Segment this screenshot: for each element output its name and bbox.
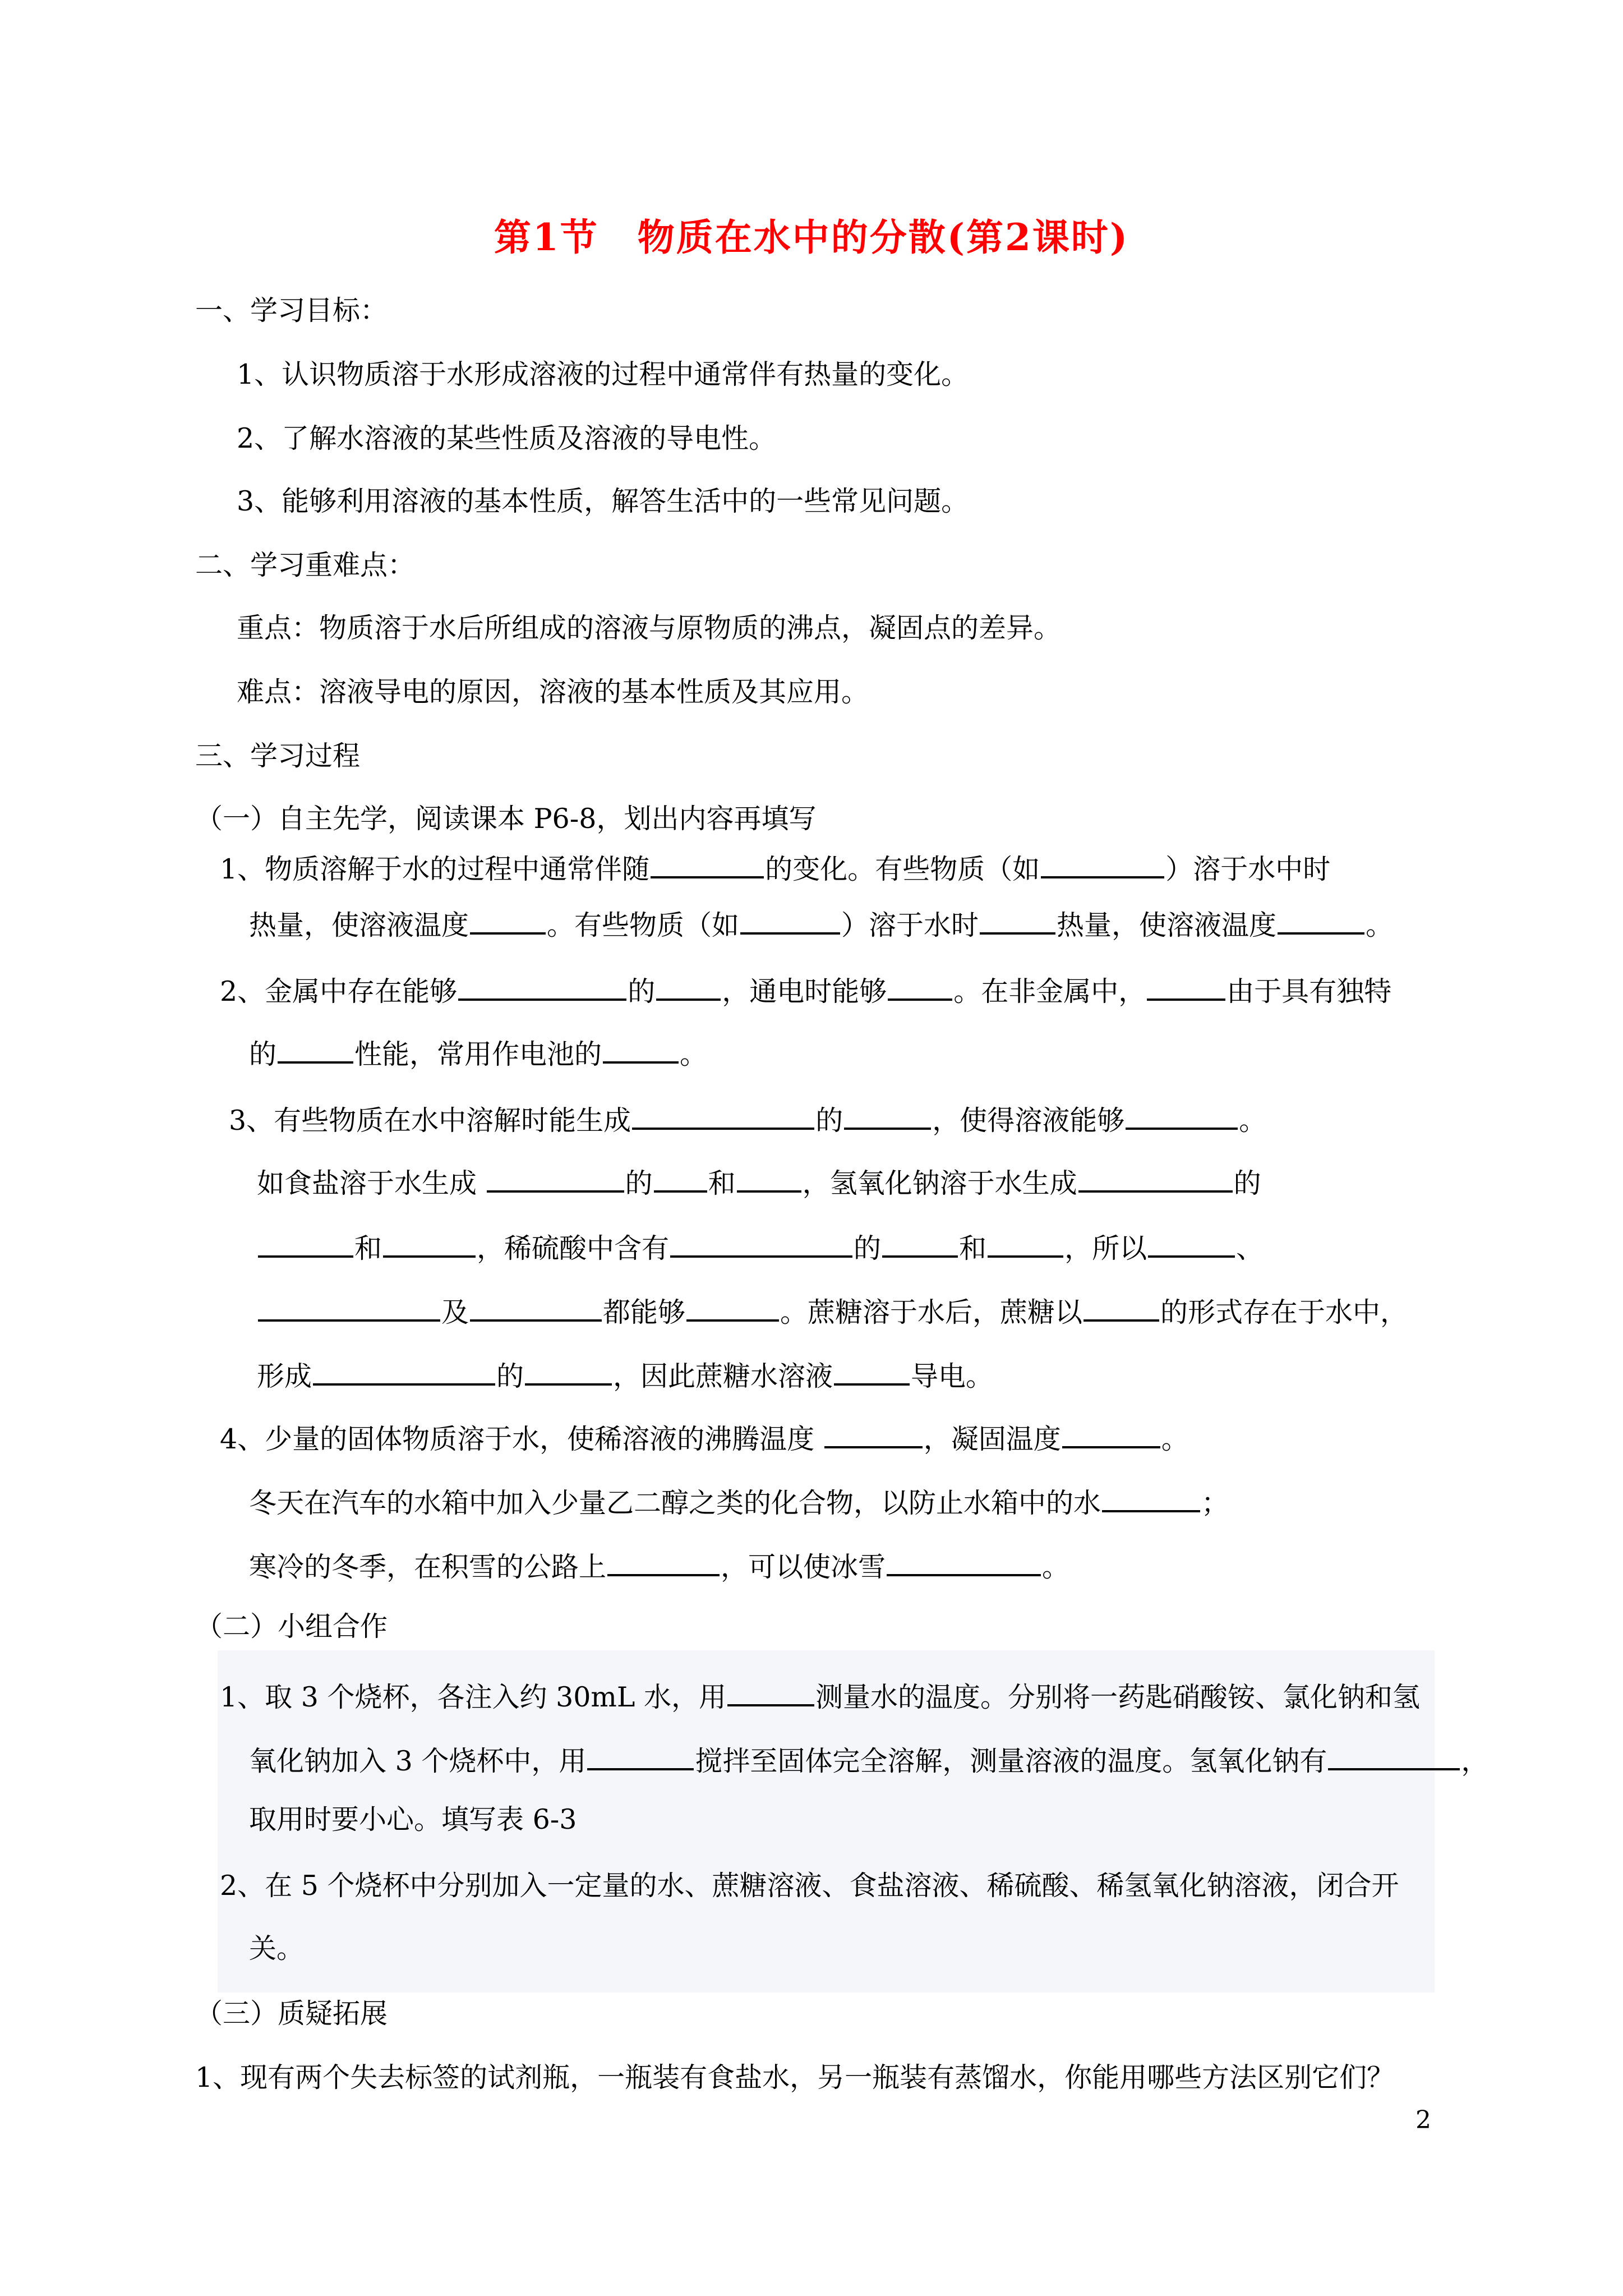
fill-blank[interactable] bbox=[1078, 1161, 1233, 1193]
fill-blank[interactable] bbox=[888, 969, 952, 1001]
fill-blank[interactable] bbox=[278, 1032, 353, 1064]
fill-blank[interactable] bbox=[632, 1098, 814, 1130]
section-heading-objectives: 一、学习目标： bbox=[195, 295, 388, 326]
fill-blank[interactable] bbox=[882, 1226, 958, 1258]
fill-blank[interactable] bbox=[603, 1032, 679, 1064]
fill-blank[interactable] bbox=[1083, 1290, 1159, 1322]
fill-blank[interactable] bbox=[1126, 1098, 1238, 1130]
fill-blank[interactable] bbox=[654, 1161, 707, 1193]
part1-q4-line2: 冬天在汽车的水箱中加入少量乙二醇之类的化合物，以防止水箱中的水 ； bbox=[249, 1481, 1229, 1521]
section-heading-keypoints: 二、学习重难点： bbox=[195, 549, 416, 581]
fill-blank[interactable] bbox=[458, 969, 626, 1001]
part2-q2-line2: 关。 bbox=[249, 1932, 305, 1964]
fill-blank[interactable] bbox=[834, 1354, 910, 1386]
fill-blank[interactable] bbox=[470, 1290, 602, 1322]
fill-blank[interactable] bbox=[887, 1545, 1041, 1576]
fill-blank[interactable] bbox=[651, 847, 764, 878]
part2-q1-line3: 取用时要小心。填写表 6-3 bbox=[249, 1803, 577, 1835]
part1-q3-line5: 形成 的 ，因此蔗糖水溶液 导电。 bbox=[257, 1354, 993, 1395]
fill-blank[interactable] bbox=[525, 1354, 612, 1386]
fill-blank[interactable] bbox=[258, 1226, 353, 1258]
fill-blank[interactable] bbox=[1148, 1226, 1235, 1258]
part1-q4-line3: 寒冷的冬季，在积雪的公路上 ，可以使冰雪 。 bbox=[249, 1545, 1069, 1585]
key-point: 重点：物质溶于水后所组成的溶液与原物质的沸点，凝固点的差异。 bbox=[237, 612, 1062, 644]
part1-q4-line1: 4、少量的固体物质溶于水，使稀溶液的沸腾温度 ，凝固温度 。 bbox=[220, 1417, 1189, 1457]
part2-q2-line1: 2、在 5 个烧杯中分别加入一定量的水、蔗糖溶液、食盐溶液、稀硫酸、稀氢氧化钠溶液，闭合开 bbox=[220, 1870, 1399, 1902]
fill-blank[interactable] bbox=[686, 1290, 779, 1322]
part1-q1-line2: 热量，使溶液温度 。有些物质（如 ）溶于水时 热量，使溶液温度 。 bbox=[249, 903, 1393, 944]
part2-q1-line2: 氧化钠加入 3 个烧杯中，用 搅拌至固体完全溶解，测量溶液的温度。氢氧化钠有 ， bbox=[249, 1739, 1488, 1779]
page-number: 2 bbox=[1415, 2106, 1431, 2134]
part1-q1-line1: 1、物质溶解于水的过程中通常伴随 的变化。有些物质（如 ）溶于水中时 bbox=[220, 847, 1330, 887]
fill-blank[interactable] bbox=[487, 1161, 624, 1193]
fill-blank[interactable] bbox=[1278, 903, 1364, 935]
fill-blank[interactable] bbox=[737, 1161, 801, 1193]
fill-blank[interactable] bbox=[1147, 969, 1225, 1001]
fill-blank[interactable] bbox=[587, 1739, 694, 1770]
fill-blank[interactable] bbox=[656, 969, 721, 1001]
objective-3: 3、能够利用溶液的基本性质，解答生活中的一些常见问题。 bbox=[237, 485, 969, 517]
part1-q2-line1: 2、金属中存在能够 的 ，通电时能够 。在非金属中， 由于具有独特 bbox=[220, 969, 1391, 1010]
fill-blank[interactable] bbox=[607, 1545, 720, 1576]
fill-blank[interactable] bbox=[988, 1226, 1063, 1258]
fill-blank[interactable] bbox=[1062, 1417, 1160, 1448]
part2-heading: （二）小组合作 bbox=[195, 1611, 388, 1642]
difficult-point: 难点：溶液导电的原因，溶液的基本性质及其应用。 bbox=[237, 676, 869, 708]
fill-blank[interactable] bbox=[258, 1290, 440, 1322]
fill-blank[interactable] bbox=[470, 903, 546, 935]
fill-blank[interactable] bbox=[383, 1226, 476, 1258]
fill-blank[interactable] bbox=[740, 903, 840, 935]
part3-heading: （三）质疑拓展 bbox=[195, 1998, 388, 2030]
objective-2: 2、了解水溶液的某些性质及溶液的导电性。 bbox=[237, 422, 777, 454]
part3-q1: 1、现有两个失去标签的试剂瓶，一瓶装有食盐水，另一瓶装有蒸馏水，你能用哪些方法区别它们？ bbox=[195, 2062, 1395, 2093]
fill-blank[interactable] bbox=[980, 903, 1055, 935]
objective-1: 1、认识物质溶于水形成溶液的过程中通常伴有热量的变化。 bbox=[237, 358, 969, 390]
part1-heading: （一）自主先学，阅读课本 P6-8，划出内容再填写 bbox=[195, 803, 817, 835]
fill-blank[interactable] bbox=[670, 1226, 852, 1258]
fill-blank[interactable] bbox=[313, 1354, 495, 1386]
part1-q3-line4: 及 都能够 。蔗糖溶于水后，蔗糖以 的形式存在于水中， bbox=[257, 1290, 1408, 1331]
part1-q3-line3: 和 ，稀硫酸中含有 的 和 ，所以 、 bbox=[257, 1226, 1264, 1267]
section-heading-process: 三、学习过程 bbox=[195, 740, 361, 772]
fill-blank[interactable] bbox=[824, 1417, 923, 1448]
part1-q3-line2: 如食盐溶于水生成 的 和 ，氢氧化钠溶于水生成 的 bbox=[257, 1161, 1261, 1202]
fill-blank[interactable] bbox=[844, 1098, 931, 1130]
part1-q3-line1: 3、有些物质在水中溶解时能生成 的 ，使得溶液能够 。 bbox=[229, 1098, 1266, 1139]
part1-q2-line2: 的 性能，常用作电池的 。 bbox=[249, 1032, 707, 1073]
fill-blank[interactable] bbox=[1041, 847, 1164, 878]
fill-blank[interactable] bbox=[1328, 1739, 1460, 1770]
fill-blank[interactable] bbox=[1102, 1481, 1200, 1512]
page-title: 第1节 物质在水中的分散(第2课时) bbox=[494, 215, 1129, 259]
fill-blank[interactable] bbox=[727, 1675, 814, 1706]
part2-q1-line1: 1、取 3 个烧杯，各注入约 30mL 水，用 测量水的温度。分别将一药匙硝酸铵、氯化钠和氢 bbox=[220, 1675, 1420, 1715]
